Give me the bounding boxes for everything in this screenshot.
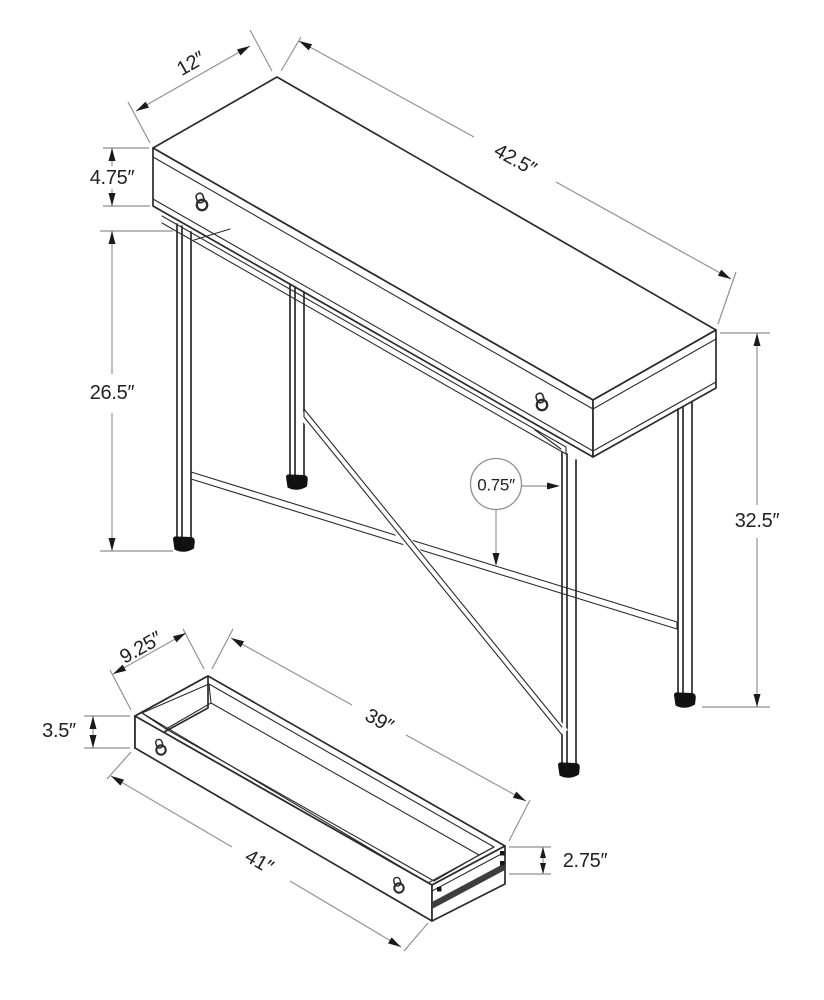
extension-lines: [84, 716, 130, 748]
dim-label-leg-clearance: 26.5″: [89, 382, 135, 404]
slide-screw: [437, 887, 442, 892]
dimension-side-height: [42, 716, 130, 748]
foot-cap-front-left: [173, 536, 195, 551]
dim-label-outer-length: 41″: [241, 845, 277, 879]
leg-rear-left: [290, 284, 304, 478]
dim-label-side-height: 3.5″: [42, 720, 76, 742]
drawer-view: [135, 676, 505, 921]
callout-frame-tube: [471, 459, 561, 567]
slide-screw: [500, 861, 505, 866]
foot-cap-front-right: [558, 762, 580, 777]
dimension-front-height: [509, 847, 607, 874]
dimension-leg-clearance: [90, 231, 173, 551]
leg-front-left: [177, 224, 191, 539]
dim-label-frame-tube: 0.75″: [477, 475, 515, 495]
dim-label-inner-length: 39″: [361, 704, 397, 738]
leg-front-right: [562, 452, 576, 766]
table-view: [153, 77, 716, 778]
dim-label-top-length: 42.5″: [490, 139, 540, 181]
dim-label-top-depth: 12″: [173, 47, 209, 81]
cross-brace-front-left-to-rear-right: [191, 472, 677, 629]
dim-label-front-height: 2.75″: [562, 850, 608, 872]
dim-label-inner-depth: 9.25″: [116, 627, 166, 669]
cross-brace-casing: [302, 413, 564, 733]
leg-rear-right: [678, 402, 692, 696]
dim-label-apron-height: 4.75″: [89, 167, 135, 189]
foot-cap-rear-left: [286, 474, 308, 489]
dim-label-overall-height: 32.5″: [734, 510, 780, 532]
slide-screw: [500, 851, 505, 856]
extension-lines: [509, 847, 551, 874]
dimension-apron-height: [90, 148, 150, 206]
foot-cap-rear-right: [674, 692, 696, 707]
